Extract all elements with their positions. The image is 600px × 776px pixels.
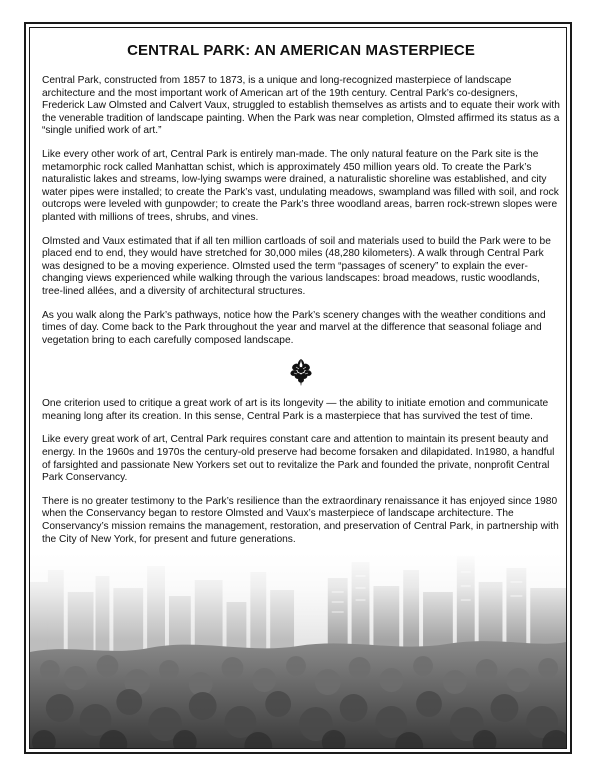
paragraph-6: Like every great work of art, Central Park requires constant care and attention to maintain its present beauty and energy. In the 1960s and 1970s the century-old preserve had become forsaken and dilapidated. In1980, a handful of farsighted and passionate New Yorkers set out to revitalize the Park and founded the private, nonprofit Central Park Conservancy.	[42, 434, 555, 484]
page-border	[24, 22, 572, 754]
paragraph-2: Like every other work of art, Central Park is entirely man-made. The only natural feature on the Park site is the metamorphic rock called Manhattan schist, which is approximately 450 million years old. To create the Park’s naturalistic lakes and streams, low-lying swamps were drained, a naturalistic shoreline was established, and city water pipes were installed; to create the Park’s vast, undulating meadows, swampland was filled with soil, and rock outcrops were leveled with gunpowder; to create the Park’s three woodland areas, barren rock-strewn slopes were planted with millions of trees, shrubs, and vines.	[42, 148, 559, 223]
paragraph-5: One criterion used to critique a great work of art is its longevity — the ability to initiate emotion and communicate meaning long after its creation. In this sense, Central Park is a masterpiece that has survived the test of time.	[42, 398, 549, 422]
central-park-aerial-photo	[30, 552, 566, 748]
page-inner-border	[29, 27, 567, 749]
park-skyline-illustration	[30, 552, 566, 748]
paragraph-7: There is no greater testimony to the Park’s resilience than the extraordinary renaissance it has enjoyed since 1980 when the Conservancy began to restore Olmsted and Vaux’s masterpiece of landscape architecture. The Conservancy’s mission remains the management, restoration, and preservation of Central Park, in partnership with the City of New York, for present and future generations.	[42, 495, 559, 545]
paragraph-4: As you walk along the Park’s pathways, notice how the Park’s scenery changes with the weather conditions and times of day. Come back to the Park throughout the year and marvel at the difference that seasonal foliage and vegetation bring to each carefully composed landscape.	[42, 309, 546, 346]
article	[42, 42, 560, 557]
paragraph-3: Olmsted and Vaux estimated that if all ten million cartloads of soil and materials used to build the Park were to be placed end to end, they would have stretched for 30,000 miles (48,280 kilometers). A walk through Central Park was designed to be a moving experience. Olmsted used the term “passages of scenery” to explain the ever-changing views experienced while walking through the various landscapes: broad meadows, rustic woodlands, tree-lined allées, and a diversity of architectural structures.	[42, 235, 551, 297]
page-title: CENTRAL PARK: AN AMERICAN MASTERPIECE	[127, 42, 475, 59]
paragraph-1: Central Park, constructed from 1857 to 1873, is a unique and long-recognized masterpiece of landscape architecture and the most important work of American art of the 19th century. Central Park’s co-designers, Frederick Law Olmsted and Calvert Vaux, struggled to establish themselves as artists and to equate their work with the venerable tradition of landscape painting. When the Park was near completion, Olmsted affirmed its status as a “single unified work of art.”	[42, 75, 560, 137]
leaf-cluster-icon	[288, 358, 314, 386]
